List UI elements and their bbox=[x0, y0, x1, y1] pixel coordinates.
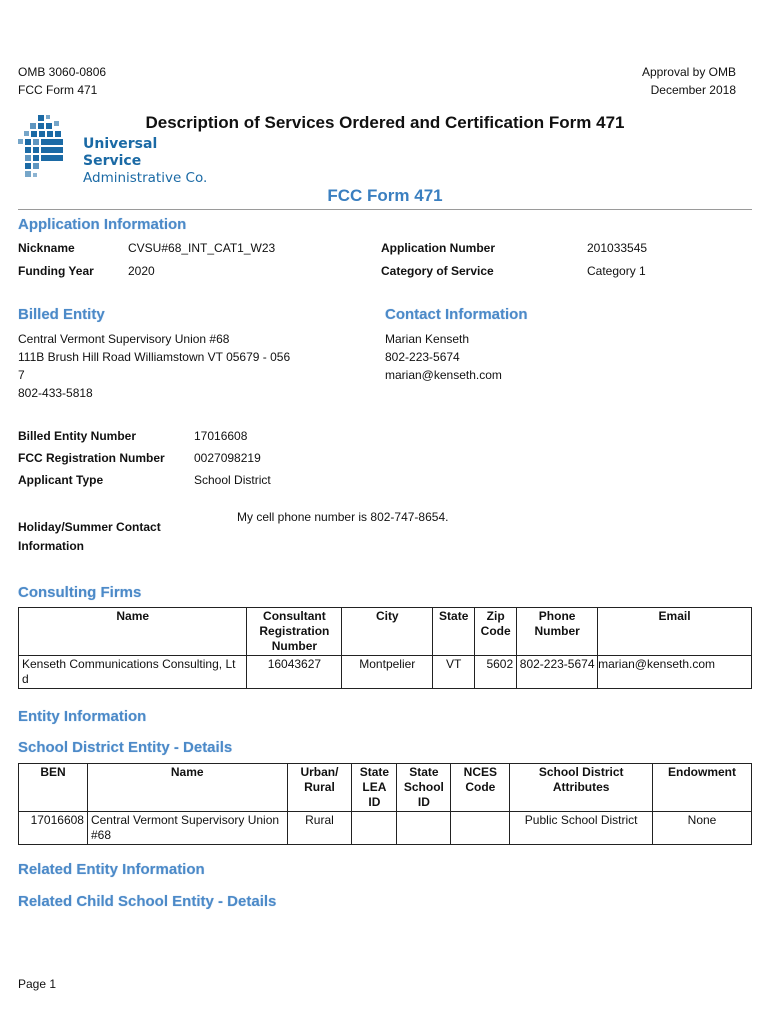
cell-zip: 5602 bbox=[475, 656, 517, 689]
applicant-type-label: Applicant Type bbox=[18, 473, 104, 487]
fcc-registration-label: FCC Registration Number bbox=[18, 451, 165, 465]
table-header-row bbox=[19, 608, 752, 656]
column-header-consultant-registration: Consultant Registration Number bbox=[247, 608, 342, 656]
page-number: Page 1 bbox=[18, 977, 57, 991]
cell-registration-number: 16043627 bbox=[247, 656, 342, 689]
nickname-value: CVSU#68_INT_CAT1_W23 bbox=[128, 241, 276, 255]
contact-information-heading: Contact Information bbox=[385, 306, 528, 323]
form-title: FCC Form 471 bbox=[327, 186, 443, 205]
column-header-school-district-attributes: School District Attributes bbox=[510, 764, 653, 812]
billed-entity-phone: 802-433-5818 bbox=[18, 386, 93, 400]
contact-information-block bbox=[385, 330, 502, 384]
cell-email: marian@kenseth.com bbox=[598, 656, 752, 689]
cell-firm-name: Kenseth Communications Consulting, Lt d bbox=[19, 656, 247, 689]
column-header-state: State bbox=[433, 608, 475, 656]
entity-information-heading: Entity Information bbox=[18, 708, 147, 725]
cell-state: VT bbox=[433, 656, 475, 689]
table-header-row bbox=[19, 764, 752, 812]
column-header-name: Name bbox=[19, 608, 247, 656]
approval-date: December 2018 bbox=[650, 83, 736, 97]
cell-endowment: None bbox=[653, 812, 752, 845]
cell-state-school-id bbox=[397, 812, 451, 845]
application-information-heading: Application Information bbox=[18, 216, 187, 233]
usac-logo-text: Universal Service Administrative Co. bbox=[83, 136, 208, 186]
contact-email: marian@kenseth.com bbox=[385, 368, 502, 382]
application-number-value: 201033545 bbox=[587, 241, 648, 255]
billed-entity-heading: Billed Entity bbox=[18, 306, 105, 323]
related-child-school-heading: Related Child School Entity - Details bbox=[18, 893, 277, 910]
funding-year-label: Funding Year bbox=[18, 264, 94, 278]
header-right bbox=[642, 63, 736, 99]
billed-entity-address bbox=[18, 330, 290, 402]
school-district-entity-table bbox=[18, 763, 752, 845]
column-header-urban-rural: Urban/ Rural bbox=[287, 764, 352, 812]
column-header-phone: Phone Number bbox=[517, 608, 598, 656]
table-row bbox=[19, 812, 752, 845]
billed-entity-name: Central Vermont Supervisory Union #68 bbox=[18, 332, 230, 346]
column-header-email: Email bbox=[598, 608, 752, 656]
omb-approval: Approval by OMB bbox=[641, 65, 736, 79]
column-header-nces-code: NCES Code bbox=[451, 764, 510, 812]
holiday-contact-label: Holiday/Summer Contact Information bbox=[18, 520, 161, 553]
category-of-service-value: Category 1 bbox=[587, 264, 646, 278]
application-number-label: Application Number bbox=[381, 241, 496, 255]
cell-nces-code bbox=[451, 812, 510, 845]
billed-entity-address-line1: 111B Brush Hill Road Williamstown VT 05679 - 056 bbox=[18, 350, 291, 364]
page-title: Description of Services Ordered and Certification Form 471 bbox=[145, 113, 625, 132]
applicant-type-value: School District bbox=[194, 473, 271, 487]
consulting-firms-table bbox=[18, 607, 752, 689]
column-header-ben: BEN bbox=[19, 764, 88, 812]
omb-number: OMB 3060-0806 bbox=[18, 65, 107, 79]
cell-urban-rural: Rural bbox=[287, 812, 352, 845]
cell-ben: 17016608 bbox=[19, 812, 88, 845]
header-left bbox=[18, 63, 106, 99]
related-entity-heading: Related Entity Information bbox=[18, 861, 205, 878]
billed-entity-address-line2: 7 bbox=[18, 368, 25, 382]
title-divider bbox=[18, 209, 752, 210]
column-header-state-school-id: State School ID bbox=[397, 764, 451, 812]
billed-entity-number-value: 17016608 bbox=[194, 429, 248, 443]
nickname-label: Nickname bbox=[18, 241, 75, 255]
holiday-contact-value: My cell phone number is 802-747-8654. bbox=[237, 510, 449, 524]
billed-entity-number-label: Billed Entity Number bbox=[18, 429, 137, 443]
funding-year-value: 2020 bbox=[128, 264, 155, 278]
column-header-endowment: Endowment bbox=[653, 764, 752, 812]
form-number: FCC Form 471 bbox=[18, 83, 98, 97]
school-district-entity-heading: School District Entity - Details bbox=[18, 739, 233, 756]
consulting-firms-heading: Consulting Firms bbox=[18, 584, 142, 601]
cell-city: Montpelier bbox=[342, 656, 433, 689]
column-header-city: City bbox=[342, 608, 433, 656]
column-header-zip: Zip Code bbox=[475, 608, 517, 656]
table-row bbox=[19, 656, 752, 689]
cell-state-lea-id bbox=[352, 812, 397, 845]
cell-phone: 802-223-5674 bbox=[517, 656, 598, 689]
column-header-name: Name bbox=[87, 764, 287, 812]
contact-phone: 802-223-5674 bbox=[385, 350, 460, 364]
category-of-service-label: Category of Service bbox=[381, 264, 494, 278]
cell-entity-name: Central Vermont Supervisory Union #68 bbox=[87, 812, 287, 845]
cell-school-district-attributes: Public School District bbox=[510, 812, 653, 845]
column-header-state-lea-id: State LEA ID bbox=[352, 764, 397, 812]
fcc-registration-value: 0027098219 bbox=[194, 451, 261, 465]
contact-name: Marian Kenseth bbox=[385, 332, 470, 346]
